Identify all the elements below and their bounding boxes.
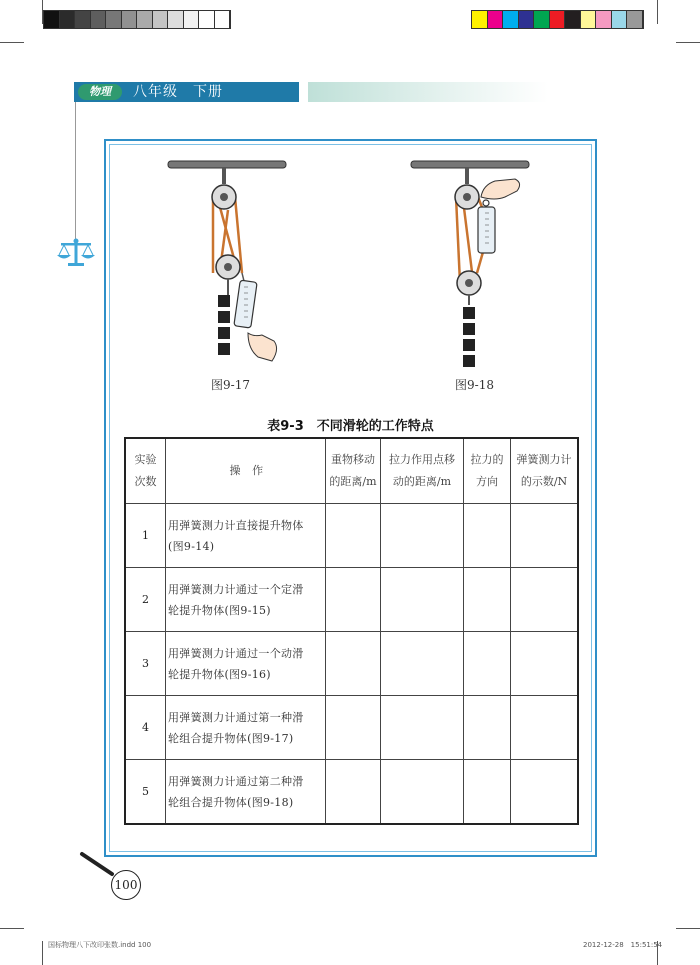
balance-scale-icon [55, 238, 97, 270]
header-text: 拉力的 [470, 453, 504, 466]
table-row [125, 696, 578, 760]
header-cell [511, 438, 579, 504]
header-text: 实验 [134, 453, 157, 466]
operation-text: 用弹簧测力计直接提升物体 [168, 518, 304, 532]
crop-mark [657, 0, 658, 24]
header-text: 拉力作用点移 [389, 453, 455, 466]
calibration-swatch [91, 11, 107, 28]
calibration-swatch [199, 11, 215, 28]
crop-mark [676, 928, 700, 929]
calibration-swatch [503, 11, 519, 28]
margin-line [75, 102, 76, 242]
experiment-table [124, 437, 579, 825]
table-row [125, 568, 578, 632]
calibration-swatch [122, 11, 138, 28]
header-cell [326, 438, 381, 504]
footer-timestamp: 2012-12-28 15:51:54 [583, 941, 663, 949]
header-cell [166, 438, 326, 504]
header-cell [464, 438, 511, 504]
operation-text: 轮组合提升物体(图9-17) [168, 731, 294, 745]
calibration-swatch [581, 11, 597, 28]
header-text: 操 作 [229, 464, 264, 477]
color-calibration-bar [471, 10, 644, 29]
calibration-swatch [550, 11, 566, 28]
input-cell[interactable] [464, 504, 511, 568]
operation-text: 轮提升物体(图9-16) [168, 667, 271, 681]
row-number: 2 [125, 568, 166, 632]
header-text: 次数 [134, 475, 157, 488]
operation-cell [166, 568, 326, 632]
operation-text: 用弹簧测力计通过一个动滑 [168, 646, 304, 660]
operation-cell [166, 504, 326, 568]
input-cell[interactable] [511, 696, 579, 760]
table-title: 表9-3 不同滑轮的工作特点 [267, 419, 434, 434]
operation-text: 用弹簧测力计通过一个定滑 [168, 582, 304, 596]
input-cell[interactable] [326, 504, 381, 568]
figure-caption-9-17: 图9-17 [211, 378, 250, 392]
operation-text: 轮组合提升物体(图9-18) [168, 795, 294, 809]
header-text: 方向 [476, 475, 498, 488]
table-header-row [125, 438, 578, 504]
crop-mark [0, 42, 24, 43]
header-text: 的距离/m [329, 475, 377, 488]
operation-text: 用弹簧测力计通过第一种滑 [168, 710, 304, 724]
header-decoration [308, 82, 548, 102]
figure-caption-9-18: 图9-18 [455, 378, 494, 392]
calibration-swatch [106, 11, 122, 28]
input-cell[interactable] [381, 568, 464, 632]
input-cell[interactable] [381, 504, 464, 568]
calibration-swatch [215, 11, 231, 28]
input-cell[interactable] [464, 760, 511, 825]
pulley-figure-9-17 [160, 155, 290, 375]
calibration-swatch [627, 11, 643, 28]
input-cell[interactable] [381, 632, 464, 696]
table-row [125, 760, 578, 825]
header-cell [381, 438, 464, 504]
input-cell[interactable] [464, 568, 511, 632]
footer-filename: 国标物理八下改印张数.indd 100 [48, 941, 152, 949]
calibration-swatch [184, 11, 200, 28]
operation-cell [166, 632, 326, 696]
header-cell [125, 438, 166, 504]
operation-text: 用弹簧测力计通过第二种滑 [168, 774, 304, 788]
calibration-swatch [565, 11, 581, 28]
row-number: 3 [125, 632, 166, 696]
operation-cell [166, 760, 326, 825]
pulley-figure-9-18 [405, 155, 535, 375]
crop-mark [42, 941, 43, 965]
calibration-swatch [60, 11, 76, 28]
operation-text: (图9-14) [168, 539, 215, 553]
operation-text: 轮提升物体(图9-15) [168, 603, 271, 617]
input-cell[interactable] [326, 568, 381, 632]
calibration-swatch [612, 11, 628, 28]
input-cell[interactable] [464, 632, 511, 696]
input-cell[interactable] [464, 696, 511, 760]
header-text: 动的距离/m [392, 475, 452, 488]
calibration-swatch [596, 11, 612, 28]
header-text: 重物移动 [331, 453, 375, 466]
input-cell[interactable] [381, 696, 464, 760]
calibration-swatch [168, 11, 184, 28]
crop-mark [676, 42, 700, 43]
table-row [125, 632, 578, 696]
row-number: 4 [125, 696, 166, 760]
input-cell[interactable] [381, 760, 464, 825]
header-text: 的示数/N [520, 475, 568, 488]
magnifier-handle-icon [78, 850, 118, 880]
grayscale-calibration-bar [43, 10, 231, 29]
calibration-swatch [44, 11, 60, 28]
crop-mark [0, 928, 24, 929]
calibration-swatch [137, 11, 153, 28]
row-number: 1 [125, 504, 166, 568]
input-cell[interactable] [511, 568, 579, 632]
header-text: 弹簧测力计 [516, 453, 572, 466]
page-number: 100 [111, 870, 141, 900]
calibration-swatch [472, 11, 488, 28]
table-row [125, 504, 578, 568]
input-cell[interactable] [511, 760, 579, 825]
input-cell[interactable] [326, 632, 381, 696]
calibration-swatch [488, 11, 504, 28]
input-cell[interactable] [511, 504, 579, 568]
subject-badge: 物理 [78, 84, 122, 100]
input-cell[interactable] [326, 760, 381, 825]
calibration-swatch [153, 11, 169, 28]
calibration-swatch [534, 11, 550, 28]
calibration-swatch [75, 11, 91, 28]
input-cell[interactable] [511, 632, 579, 696]
crop-mark [42, 0, 43, 24]
row-number: 5 [125, 760, 166, 825]
grade-label: 八年级 下册 [133, 84, 223, 100]
operation-cell [166, 696, 326, 760]
input-cell[interactable] [326, 696, 381, 760]
calibration-swatch [519, 11, 535, 28]
